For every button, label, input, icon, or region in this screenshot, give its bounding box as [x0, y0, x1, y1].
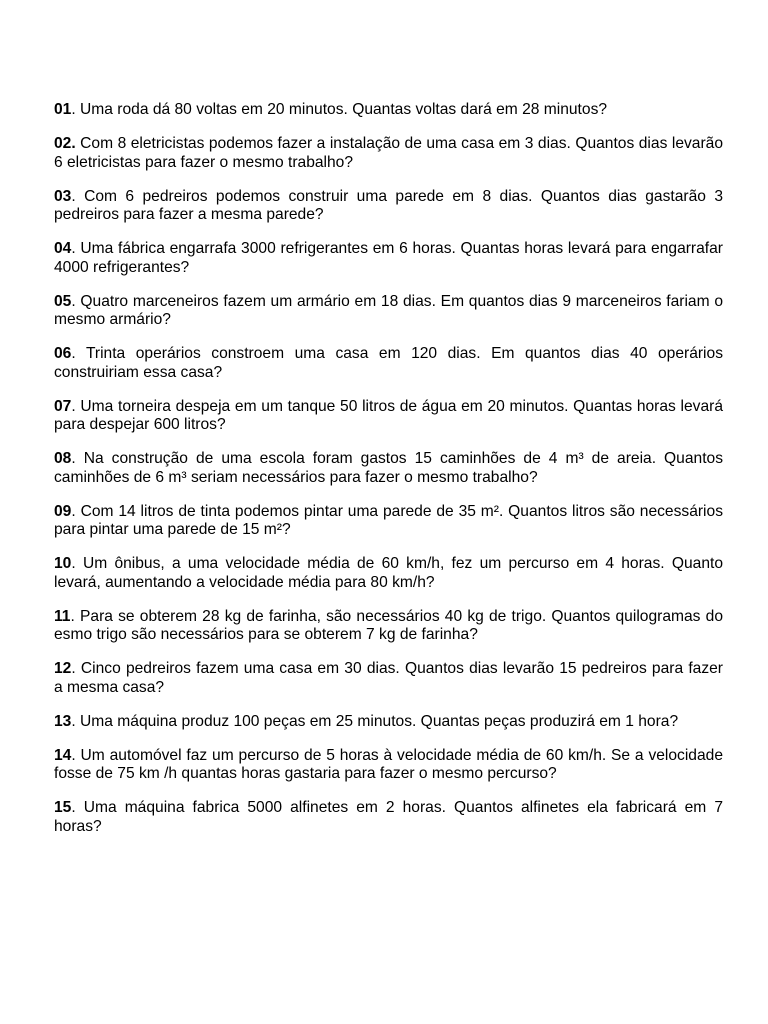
exercise-number: 08 — [54, 450, 72, 467]
exercise-separator: . — [71, 660, 76, 677]
exercise-separator: . — [71, 240, 76, 257]
exercise-separator: . — [71, 345, 76, 362]
exercise-09 — [54, 503, 723, 540]
exercise-number: 03 — [54, 187, 72, 205]
exercise-number: 09 — [54, 502, 72, 520]
exercise-text: Com 8 eletricistas podemos fazer a instalação de uma casa em 3 dias. Quantos dias levarão 6 eletricistas para fazer o mesmo trabalho? — [54, 135, 723, 171]
exercise-separator: . — [71, 712, 76, 730]
exercise-number: 01 — [54, 101, 72, 118]
exercise-text: Quatro marceneiros fazem um armário em 18 dias. Em quantos dias 9 marceneiros fariam o mesmo armário? — [54, 292, 723, 328]
exercise-text: Cinco pedreiros fazem uma casa em 30 dias. Quantos dias levarão 15 pedreiros para fazer a mesma casa? — [54, 660, 723, 696]
exercise-text: Na construção de uma escola foram gastos 15 caminhões de 4 m³ de areia. Quantos caminhões de 6 m³ seriam necessários para fazer o mesmo trabalho? — [54, 450, 723, 486]
exercise-text: Um automóvel faz um percurso de 5 horas à velocidade média de 60 km/h. Se a velocidade fosse de 75 km /h quantas horas gastaria para fazer o mesmo percurso? — [54, 746, 723, 782]
exercise-separator: . — [71, 187, 76, 205]
exercise-text: Com 14 litros de tinta podemos pintar uma parede de 35 m². Quantos litros são necessários para pintar uma parede de 15 m²? — [54, 502, 723, 538]
exercise-text: Para se obterem 28 kg de farinha, são necessários 40 kg de trigo. Quantos quilogramas do esmo trigo são necessários para se obterem 7 kg de farinha? — [54, 607, 723, 643]
exercise-13 — [54, 713, 723, 732]
exercise-15 — [54, 799, 723, 836]
exercise-separator: . — [71, 746, 76, 764]
exercise-separator: . — [71, 450, 76, 467]
exercise-number: 15 — [54, 799, 72, 816]
exercise-06 — [54, 345, 723, 382]
exercise-01 — [54, 101, 723, 120]
exercise-separator: . — [71, 101, 76, 118]
exercise-text: Um ônibus, a uma velocidade média de 60 km/h, fez um percurso em 4 horas. Quanto levará, aumentando a velocidade média para 80 km/h? — [54, 555, 723, 591]
exercise-text: Uma fábrica engarrafa 3000 refrigerantes em 6 horas. Quantas horas levará para engarrafar 4000 refrigerantes? — [54, 240, 723, 276]
exercise-sheet — [54, 101, 723, 852]
exercise-08 — [54, 450, 723, 487]
exercise-number: 11 — [54, 607, 71, 625]
exercise-02 — [54, 135, 723, 172]
exercise-number: 05 — [54, 292, 72, 310]
exercise-04 — [54, 240, 723, 277]
exercise-separator: . — [71, 292, 76, 310]
exercise-07 — [54, 398, 723, 435]
exercise-text: Uma torneira despeja em um tanque 50 litros de água em 20 minutos. Quantas horas levará para despejar 600 litros? — [54, 397, 723, 433]
exercise-number: 02. — [54, 135, 76, 152]
exercise-number: 06 — [54, 345, 72, 362]
exercise-text: Uma máquina fabrica 5000 alfinetes em 2 horas. Quantos alfinetes ela fabricará em 7 horas? — [54, 799, 723, 835]
exercise-11 — [54, 608, 723, 645]
exercise-14 — [54, 747, 723, 784]
exercise-number: 14 — [54, 746, 72, 764]
exercise-text: Uma roda dá 80 voltas em 20 minutos. Quantas voltas dará em 28 minutos? — [75, 101, 608, 118]
exercise-separator: . — [71, 799, 76, 816]
exercise-number: 13 — [54, 712, 72, 730]
exercise-text: Uma máquina produz 100 peças em 25 minutos. Quantas peças produzirá em 1 hora? — [75, 712, 679, 730]
exercise-separator: . — [71, 397, 76, 415]
exercise-03 — [54, 188, 723, 225]
exercise-text: Trinta operários constroem uma casa em 120 dias. Em quantos dias 40 operários construiriam essa casa? — [54, 345, 723, 381]
exercise-12 — [54, 660, 723, 697]
exercise-number: 07 — [54, 397, 72, 415]
exercise-separator: . — [70, 607, 75, 625]
exercise-number: 10 — [54, 555, 72, 572]
exercise-05 — [54, 293, 723, 330]
exercise-number: 12 — [54, 660, 72, 677]
exercise-number: 04 — [54, 240, 72, 257]
exercise-separator: . — [71, 555, 76, 572]
exercise-text: Com 6 pedreiros podemos construir uma parede em 8 dias. Quantos dias gastarão 3 pedreiros para fazer a mesma parede? — [54, 187, 723, 223]
exercise-10 — [54, 555, 723, 592]
exercise-separator: . — [71, 502, 76, 520]
